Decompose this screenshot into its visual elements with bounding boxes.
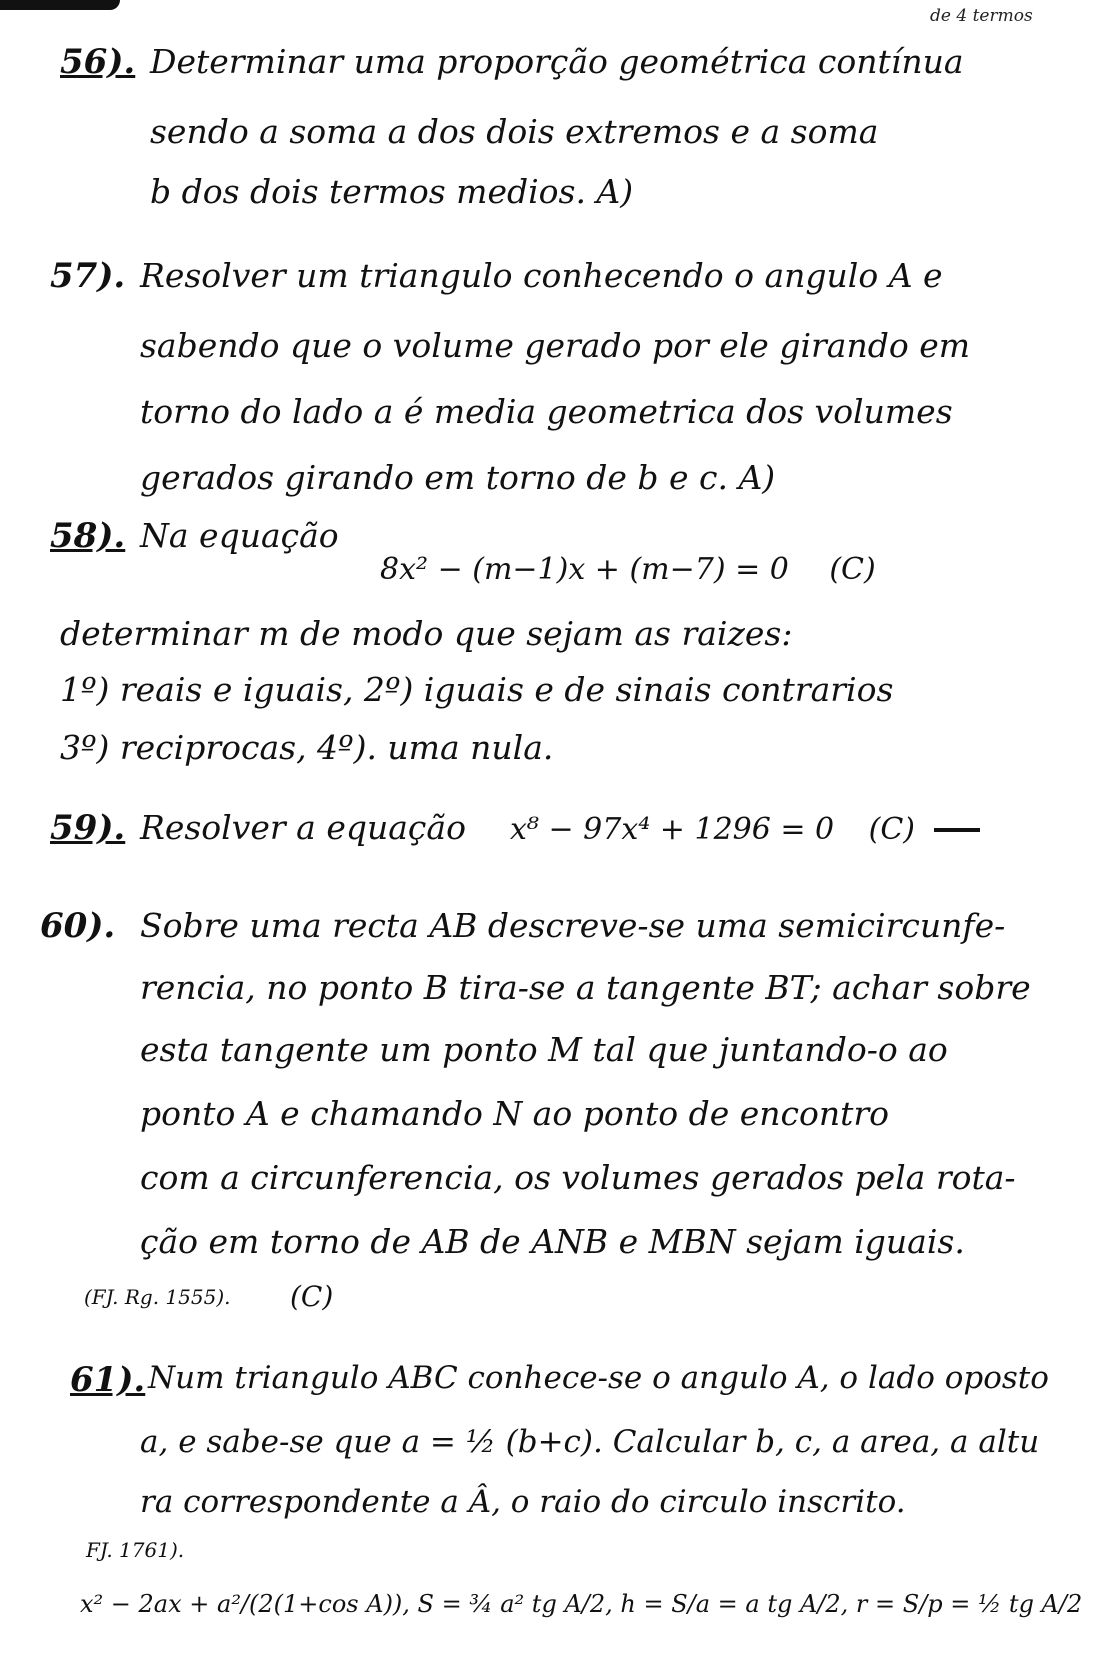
problem-number: 56). — [60, 42, 136, 82]
problem-line: ponto A e chamando N ao ponto de encontro — [140, 1094, 890, 1133]
problem-line: b dos dois termos medios. A) — [150, 172, 634, 211]
ink-mark — [0, 0, 120, 10]
reference: FJ. 1761). — [86, 1538, 185, 1562]
problem-line: Resolver um triangulo conhecendo o angulo A e — [140, 256, 943, 295]
problem-line: com a circunferencia, os volumes gerados pela rota- — [140, 1158, 1016, 1197]
problem-line: ção em torno de AB de ANB e MBN sejam iguais. — [140, 1222, 965, 1261]
problem-line: sendo a soma a dos dois extremos e a soma — [150, 112, 879, 151]
problem-line: torno do lado a é media geometrica dos volumes — [140, 392, 953, 431]
problem-line: sabendo que o volume gerado por ele girando em — [140, 326, 971, 365]
problem-line: ra correspondente a Â, o raio do circulo inscrito. — [140, 1484, 906, 1520]
equation: 8x² − (m−1)x + (m−7) = 0 — [380, 552, 789, 587]
problem-number: 57). — [50, 256, 126, 296]
problem-line: esta tangente um ponto M tal que juntando-o ao — [140, 1030, 948, 1069]
reference: (FJ. Rg. 1555). — [84, 1285, 231, 1309]
problem-line: Determinar uma proporção geométrica contínua — [150, 42, 964, 81]
problem-line: 3º) reciprocas, 4º). uma nula. — [60, 728, 554, 767]
problem-number: 58). — [50, 516, 126, 556]
problem-line: gerados girando em torno de b e c. A) — [140, 458, 776, 497]
margin-note: de 4 termos — [930, 6, 1033, 26]
problem-number: 61). — [70, 1360, 146, 1400]
grade-mark: (C) — [868, 812, 916, 847]
problem-line: a, e sabe-se que a = ½ (b+c). Calcular b, c, a area, a altu — [140, 1424, 1040, 1460]
problem-intro: Resolver a equação — [140, 808, 466, 847]
underline-dash — [934, 828, 980, 832]
equation: x⁸ − 97x⁴ + 1296 = 0 — [510, 812, 835, 847]
problem-line: rencia, no ponto B tira-se a tangente BT; achar sobre — [140, 968, 1031, 1007]
problem-line: Sobre uma recta AB descreve-se uma semicircunfe- — [140, 906, 1006, 945]
problem-line: Num triangulo ABC conhece-se o angulo A, o lado oposto — [148, 1360, 1049, 1396]
formula-line: x² − 2ax + a²/(2(1+cos A)), S = ¾ a² tg A/2, h = S/a = a tg A/2, r = S/p = ½ tg A/2 — [80, 1590, 1083, 1618]
problem-line: 1º) reais e iguais, 2º) iguais e de sinais contrarios — [60, 670, 894, 709]
problem-line: determinar m de modo que sejam as raizes: — [60, 614, 793, 653]
grade-mark: (C) — [829, 552, 876, 587]
problem-intro: Na equação — [140, 516, 339, 555]
problem-number: 59). — [50, 808, 126, 848]
problem-number: 60). — [40, 906, 116, 946]
grade-mark: (C) — [290, 1280, 334, 1313]
